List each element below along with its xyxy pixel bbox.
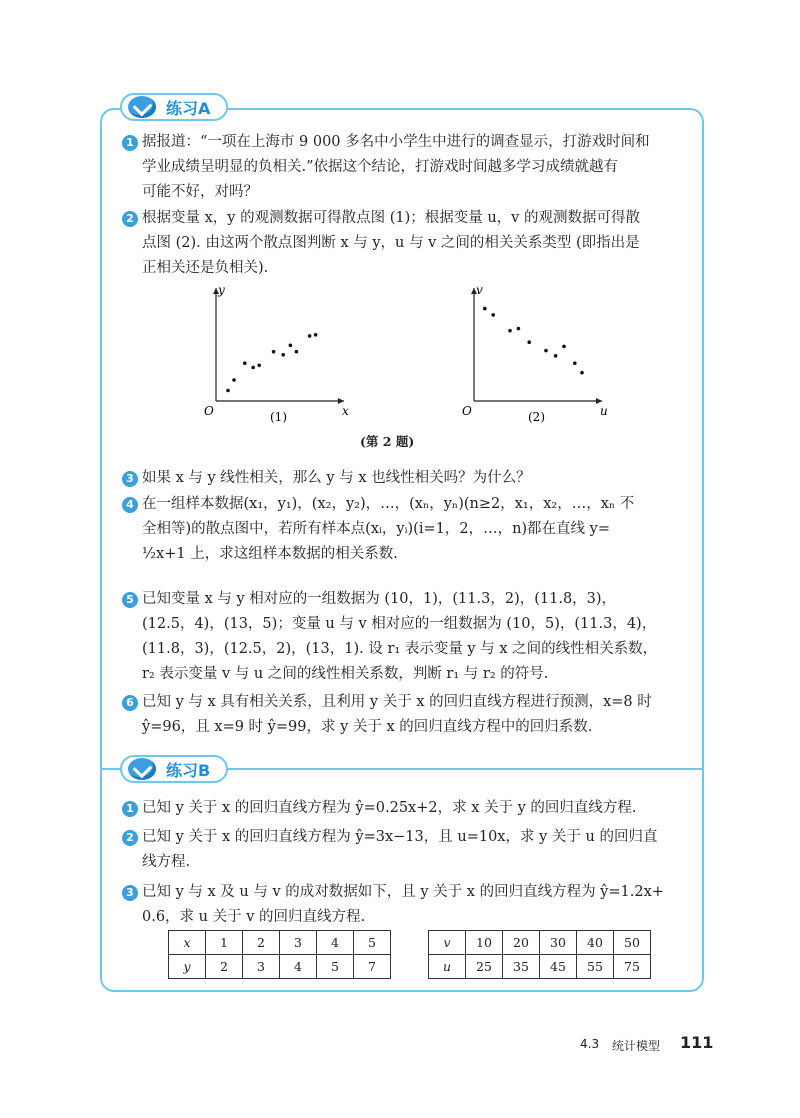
data-table-xy xyxy=(168,930,391,979)
data-point xyxy=(580,371,584,375)
data-point xyxy=(508,329,512,333)
data-point xyxy=(289,344,293,348)
data-point xyxy=(251,366,255,370)
question-number: 2 xyxy=(122,830,138,846)
section-a-title: 练习A xyxy=(166,98,211,118)
table-cell: 3 xyxy=(280,931,317,955)
question-b1 xyxy=(122,796,692,821)
table-cell: 5 xyxy=(354,931,391,955)
data-point xyxy=(491,313,495,317)
data-point xyxy=(554,354,558,358)
page-number: 111 xyxy=(680,1033,714,1052)
question-b3 xyxy=(122,880,692,930)
question-number: 2 xyxy=(122,211,138,227)
table-cell: 3 xyxy=(243,955,280,979)
table-cell: 55 xyxy=(577,955,614,979)
data-point xyxy=(281,353,285,357)
question-text: 如果 x 与 y 线性相关，那么 y 与 x 也线性相关吗？为什么？ xyxy=(142,470,531,486)
data-point xyxy=(527,340,531,344)
x-axis-label: u xyxy=(600,404,608,418)
y-axis-label: v xyxy=(476,283,483,297)
table-cell: 20 xyxy=(503,931,540,955)
x-axis-label: x xyxy=(342,404,349,418)
scatter-plot-1 xyxy=(200,285,350,434)
table-cell: 4 xyxy=(317,931,354,955)
table-cell: 40 xyxy=(577,931,614,955)
data-point xyxy=(272,350,276,354)
question-number: 4 xyxy=(122,497,138,513)
origin-label: O xyxy=(462,404,472,418)
question-number: 6 xyxy=(122,695,138,711)
table-cell: 1 xyxy=(206,931,243,955)
table-cell: 5 xyxy=(317,955,354,979)
checkmark-icon xyxy=(128,758,156,780)
table-header-cell: u xyxy=(429,955,466,979)
section-a-tab xyxy=(120,93,228,121)
table-cell: 50 xyxy=(614,931,651,955)
data-point xyxy=(314,333,318,337)
table-row xyxy=(429,955,651,979)
scatter-svg-1 xyxy=(200,285,350,430)
question-number: 5 xyxy=(122,592,138,608)
question-number: 3 xyxy=(122,885,138,901)
question-text: 已知 y 关于 x 的回归直线方程为 ŷ=3x−13，且 u=10x，求 y 关于 u 的回归直 线方程. xyxy=(142,829,658,870)
scatter-svg-2 xyxy=(458,285,608,430)
table-header-cell: y xyxy=(169,955,206,979)
plot-sublabel: (2) xyxy=(528,410,545,424)
question-a3 xyxy=(122,466,692,491)
table-row xyxy=(429,931,651,955)
table-cell: 4 xyxy=(280,955,317,979)
question-text: 已知 y 与 x 及 u 与 v 的成对数据如下，且 y 关于 x 的回归直线方程为 ŷ=1.2x+ 0.6，求 u 关于 v 的回归直线方程. xyxy=(142,884,664,925)
scatter-plot-2 xyxy=(458,285,608,434)
data-point xyxy=(226,389,230,393)
table-cell: 30 xyxy=(540,931,577,955)
data-point xyxy=(257,364,261,368)
question-number: 3 xyxy=(122,471,138,487)
question-text: 已知 y 与 x 具有相关关系，且利用 y 关于 x 的回归直线方程进行预测，x=8 时 ŷ=96，且 x=9 时 ŷ=99，求 y 关于 x 的回归直线方程中的回归系数. xyxy=(142,694,652,735)
question-b2 xyxy=(122,825,692,875)
section-b-title: 练习B xyxy=(166,760,211,780)
data-point xyxy=(295,350,299,354)
table-cell: 7 xyxy=(354,955,391,979)
table-cell: 25 xyxy=(466,955,503,979)
data-point xyxy=(483,307,487,311)
question-text: 据报道：“一项在上海市 9 000 多名中小学生中进行的调查显示，打游戏时间和 学业成绩呈明显的负相关.”依据这个结论，打游戏时间越多学习成绩就越有 可能不好，对吗？ xyxy=(142,134,650,200)
question-a6 xyxy=(122,690,692,740)
data-point xyxy=(573,361,577,365)
checkmark-icon xyxy=(128,96,156,118)
question-a4 xyxy=(122,492,692,567)
question-text: 已知 y 关于 x 的回归直线方程为 ŷ=0.25x+2，求 x 关于 y 的回归直线方程. xyxy=(142,800,637,816)
table-cell: 2 xyxy=(206,955,243,979)
footer-section: 4.3 xyxy=(580,1037,600,1051)
question-text: 根据变量 x，y 的观测数据可得散点图 (1)；根据变量 u，v 的观测数据可得散 点图 (2). 由这两个散点图判断 x 与 y，u 与 v 之间的相关关系类型 (即指出是 正相关还是负相关). xyxy=(142,210,640,276)
table-cell: 2 xyxy=(243,931,280,955)
footer-chapter: 统计模型 xyxy=(612,1039,661,1053)
table-header-cell: x xyxy=(169,931,206,955)
table-header-cell: v xyxy=(429,931,466,955)
data-point xyxy=(562,345,566,349)
question-a1 xyxy=(122,130,692,205)
data-point xyxy=(232,378,236,382)
data-table-uv xyxy=(428,930,651,979)
plot-sublabel: (1) xyxy=(270,410,287,424)
table-cell: 45 xyxy=(540,955,577,979)
question-text: 已知变量 x 与 y 相对应的一组数据为 (10，1)，(11.3，2)，(11.8，3)， (12.5，4)，(13，5)；变量 u 与 v 相对应的一组数据为 (10，5)，(11.3，4)， (11.8，3)，(12.5，2)，(13，1). 设 r₁ 表示变量 y 与 x 之间的线性相关系数， r₂ 表示变量 v 与 u 之间的线性相关系数，判断 r₁ 与 r₂ 的符号. xyxy=(142,591,658,682)
question-a5 xyxy=(122,587,692,687)
table-row xyxy=(169,931,391,955)
table-cell: 75 xyxy=(614,955,651,979)
figure-caption: (第 2 题) xyxy=(360,434,415,449)
table-row xyxy=(169,955,391,979)
origin-label: O xyxy=(204,404,214,418)
table-cell: 35 xyxy=(503,955,540,979)
question-number: 1 xyxy=(122,801,138,817)
y-axis-label: y xyxy=(218,283,225,297)
data-point xyxy=(517,327,521,331)
question-a2 xyxy=(122,206,692,281)
data-point xyxy=(243,361,247,365)
table-cell: 10 xyxy=(466,931,503,955)
question-number: 1 xyxy=(122,135,138,151)
data-point xyxy=(308,334,312,338)
question-text: 在一组样本数据(x₁，y₁)，(x₂，y₂)，…，(xₙ，yₙ)(n≥2，x₁，x₂，…，xₙ 不 全相等)的散点图中，若所有样本点(xᵢ，yᵢ)(i=1，2，…，n)都在直线 y= ½x+1 上，求这组样本数据的相关系数. xyxy=(142,496,635,562)
section-b-tab xyxy=(120,755,228,783)
data-point xyxy=(544,349,548,353)
